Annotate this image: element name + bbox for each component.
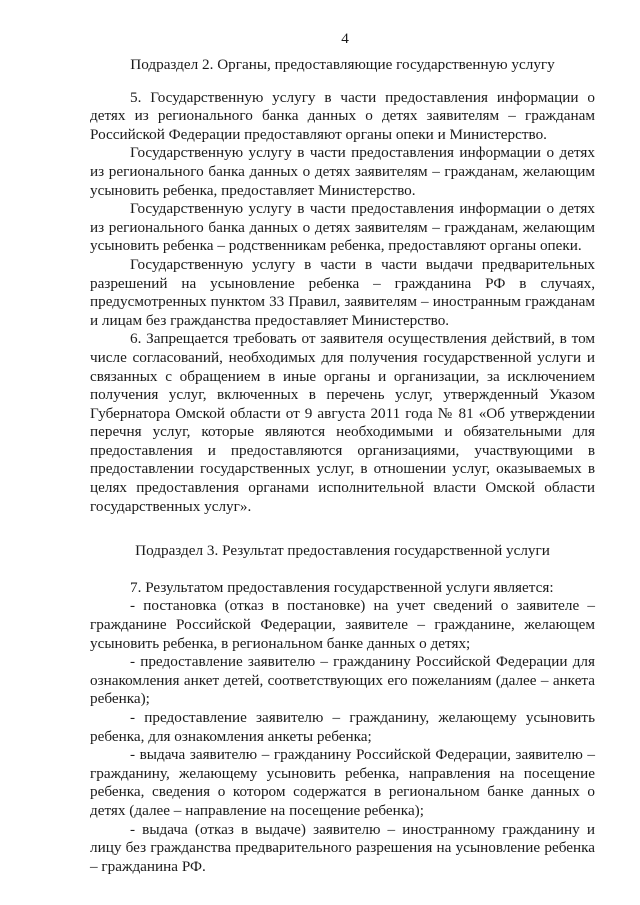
- list-item: - выдача заявителю – гражданину Российской Федерации, заявителю – гражданину, желающему усыновить ребенка, направления на посещение ребенка, сведения о котором содержатся в региональном банке данных о детях (далее – направление на посещение ребенка);: [90, 746, 595, 819]
- paragraph: Государственную услугу в части в части выдачи предварительных разрешений на усыновление ребенка – гражданина РФ в случаях, предусмотренных пунктом 33 Правил, заявителям – иностранным гражданам и лицам без гражданства предоставляет Министерство.: [90, 255, 595, 329]
- paragraph: 7. Результатом предоставления государственной услуги является:: [130, 578, 554, 596]
- paragraph: Государственную услугу в части предоставления информации о детях из регионального банка данных о детях заявителям – гражданам, желающим усыновить ребенка – родственникам ребенка, предоставляют органы опеки.: [90, 200, 595, 255]
- paragraph: Государственную услугу в части предоставления информации о детях из регионального банка данных о детях заявителям – гражданам, желающим усыновить ребенка, предоставляет Министерство.: [90, 144, 595, 199]
- subsection-3-heading: Подраздел 3. Результат предоставления государственной услуги: [135, 542, 550, 560]
- paragraph: 6. Запрещается требовать от заявителя осуществления действий, в том числе согласований, необходимых для получения государственной услуги и связанных с обращением в иные органы и организации, за исключением получения услуг, включенных в перечень услуг, утвержденный Указом Губернатора Омской области от 9 августа 2011 года № 81 «Об утверждении перечня услуг, которые являются необходимыми и обязательными для предоставления и предоставляются организациями, участвующими в предоставлении государственных услуг, в отношении услуг, оказываемых в целях предоставления органами исполнительной власти Омской области государственных услуг».: [90, 330, 595, 515]
- subsection-2-heading: Подраздел 2. Органы, предоставляющие государственную услугу: [130, 56, 555, 73]
- list-item: - предоставление заявителю – гражданину, желающему усыновить ребенка, для ознакомления анкеты ребенка;: [90, 709, 595, 745]
- subsection-2-body: [90, 89, 595, 517]
- list-item: - постановка (отказ в постановке) на учет сведений о заявителе – гражданине Российской Федерации, заявителе – гражданине, желающем усыновить ребенка, в региональном банке данных о детях;: [90, 597, 595, 652]
- page-number: 4: [341, 30, 349, 47]
- paragraph: 5. Государственную услугу в части предоставления информации о детях из регионального банка данных о детях заявителям – гражданам Российской Федерации предоставляют органы опеки и Министерство.: [90, 88, 595, 143]
- list-item: - выдача (отказ в выдаче) заявителю – иностранному гражданину и лицу без гражданства предварительного разрешения на усыновление ребенка – гражданина РФ.: [90, 820, 595, 875]
- document-body: [90, 56, 595, 876]
- subsection-3-body: [90, 579, 595, 877]
- list-item: - предоставление заявителю – гражданину Российской Федерации для ознакомления анкет детей, соответствующих его пожеланиям (далее – анкета ребенка);: [90, 653, 595, 708]
